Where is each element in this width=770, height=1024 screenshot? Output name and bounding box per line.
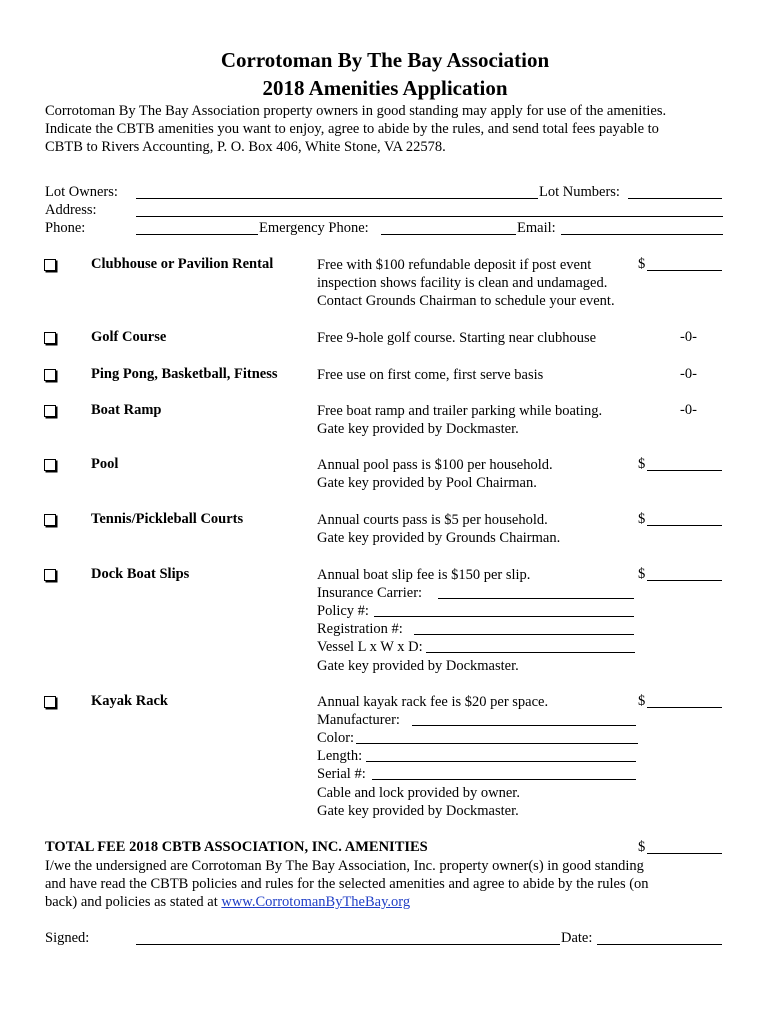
- golf-name: Golf Course: [91, 329, 167, 345]
- boat-ramp-checkbox[interactable]: [44, 405, 56, 417]
- golf-checkbox[interactable]: [44, 332, 56, 344]
- intro-line-1: Corrotoman By The Bay Association property owners in good standing may apply for use of the amenities.: [45, 103, 667, 119]
- clubhouse-fee-field[interactable]: [647, 270, 722, 271]
- serial-field[interactable]: [372, 779, 636, 780]
- lot-numbers-label: Lot Numbers:: [539, 184, 620, 200]
- lot-numbers-field[interactable]: [628, 198, 722, 199]
- boat-ramp-desc-2: Gate key provided by Dockmaster.: [317, 421, 519, 437]
- lot-owners-field[interactable]: [136, 198, 538, 199]
- kayak-fee-field[interactable]: [647, 707, 722, 708]
- pool-desc-2: Gate key provided by Pool Chairman.: [317, 475, 537, 491]
- emergency-phone-label: Emergency Phone:: [259, 220, 369, 236]
- dock-slips-fee: $: [638, 566, 646, 582]
- ping-pong-name: Ping Pong, Basketball, Fitness: [91, 366, 278, 382]
- length-field[interactable]: [366, 761, 636, 762]
- kayak-name: Kayak Rack: [91, 693, 168, 709]
- agreement-line-3: [45, 893, 410, 912]
- clubhouse-desc-2: inspection shows facility is clean and undamaged.: [317, 275, 608, 291]
- pool-name: Pool: [91, 456, 119, 472]
- golf-fee: -0-: [680, 329, 697, 345]
- dock-slips-desc-1: Annual boat slip fee is $150 per slip.: [317, 567, 531, 583]
- signature-field[interactable]: [136, 944, 560, 945]
- ping-pong-checkbox[interactable]: [44, 369, 56, 381]
- clubhouse-checkbox[interactable]: [44, 259, 56, 271]
- tennis-desc-1: Annual courts pass is $5 per household.: [317, 512, 548, 528]
- kayak-checkbox[interactable]: [44, 696, 56, 708]
- lot-owners-label: Lot Owners:: [45, 184, 118, 200]
- tennis-desc-2: Gate key provided by Grounds Chairman.: [317, 530, 561, 546]
- tennis-fee-field[interactable]: [647, 525, 722, 526]
- pool-fee: $: [638, 456, 646, 472]
- dock-slips-desc-6: Gate key provided by Dockmaster.: [317, 658, 519, 674]
- page-subtitle: 2018 Amenities Application: [262, 76, 508, 100]
- golf-desc-1: Free 9-hole golf course. Starting near clubhouse: [317, 330, 597, 346]
- intro-line-2: Indicate the CBTB amenities you want to enjoy, agree to abide by the rules, and send total fees payable to: [45, 121, 659, 137]
- phone-field[interactable]: [136, 234, 258, 235]
- dock-slips-checkbox[interactable]: [44, 569, 56, 581]
- pool-desc-1: Annual pool pass is $100 per household.: [317, 457, 553, 473]
- date-label: Date:: [561, 930, 593, 946]
- intro-line-3: CBTB to Rivers Accounting, P. O. Box 406, White Stone, VA 22578.: [45, 139, 446, 155]
- tennis-checkbox[interactable]: [44, 514, 56, 526]
- pool-checkbox[interactable]: [44, 459, 56, 471]
- ping-pong-desc-1: Free use on first come, first serve basis: [317, 367, 544, 383]
- kayak-desc-1: Annual kayak rack fee is $20 per space.: [317, 694, 549, 710]
- website-link[interactable]: www.CorrotomanByTheBay.org: [221, 894, 411, 910]
- total-fee-label: TOTAL FEE 2018 CBTB ASSOCIATION, INC. AMENITIES: [45, 839, 428, 855]
- insurance-carrier-label: Insurance Carrier:: [317, 585, 423, 601]
- policy-field[interactable]: [374, 616, 634, 617]
- boat-ramp-fee: -0-: [680, 402, 697, 418]
- boat-ramp-name: Boat Ramp: [91, 402, 162, 418]
- clubhouse-desc-1: Free with $100 refundable deposit if post event: [317, 257, 592, 273]
- manufacturer-label: Manufacturer:: [317, 712, 400, 728]
- phone-label: Phone:: [45, 220, 86, 236]
- total-fee-dollar: $: [638, 839, 646, 855]
- email-field[interactable]: [561, 234, 723, 235]
- registration-label: Registration #:: [317, 621, 403, 637]
- pool-fee-field[interactable]: [647, 470, 722, 471]
- date-field[interactable]: [597, 944, 722, 945]
- policy-label: Policy #:: [317, 603, 369, 619]
- clubhouse-desc-3: Contact Grounds Chairman to schedule your event.: [317, 293, 615, 309]
- color-label: Color:: [317, 730, 355, 746]
- agreement-line-1: I/we the undersigned are Corrotoman By The Bay Association, Inc. property owner(s) in good standing: [45, 858, 644, 874]
- address-label: Address:: [45, 202, 97, 218]
- agreement-line-3-text: back) and policies as stated at: [45, 894, 222, 910]
- address-field[interactable]: [136, 216, 723, 217]
- registration-field[interactable]: [414, 634, 634, 635]
- ping-pong-fee: -0-: [680, 366, 697, 382]
- vessel-dimensions-field[interactable]: [426, 652, 635, 653]
- emergency-phone-field[interactable]: [381, 234, 516, 235]
- length-label: Length:: [317, 748, 363, 764]
- kayak-desc-6: Cable and lock provided by owner.: [317, 785, 520, 801]
- dock-slips-fee-field[interactable]: [647, 580, 722, 581]
- insurance-carrier-field[interactable]: [438, 598, 634, 599]
- signed-label: Signed:: [45, 930, 90, 946]
- color-field[interactable]: [356, 743, 638, 744]
- agreement-line-2: and have read the CBTB policies and rules for the selected amenities and agree to abide by the rules (on: [45, 876, 649, 892]
- vessel-dimensions-label: Vessel L x W x D:: [317, 639, 423, 655]
- dock-slips-name: Dock Boat Slips: [91, 566, 190, 582]
- boat-ramp-desc-1: Free boat ramp and trailer parking while boating.: [317, 403, 603, 419]
- serial-label: Serial #:: [317, 766, 366, 782]
- manufacturer-field[interactable]: [412, 725, 636, 726]
- kayak-fee: $: [638, 693, 646, 709]
- tennis-fee: $: [638, 511, 646, 527]
- tennis-name: Tennis/Pickleball Courts: [91, 511, 244, 527]
- clubhouse-fee: $: [638, 256, 646, 272]
- page-title: Corrotoman By The Bay Association: [220, 48, 550, 72]
- total-fee-field[interactable]: [647, 853, 722, 854]
- clubhouse-name: Clubhouse or Pavilion Rental: [91, 256, 274, 272]
- email-label: Email:: [517, 220, 556, 236]
- kayak-desc-7: Gate key provided by Dockmaster.: [317, 803, 519, 819]
